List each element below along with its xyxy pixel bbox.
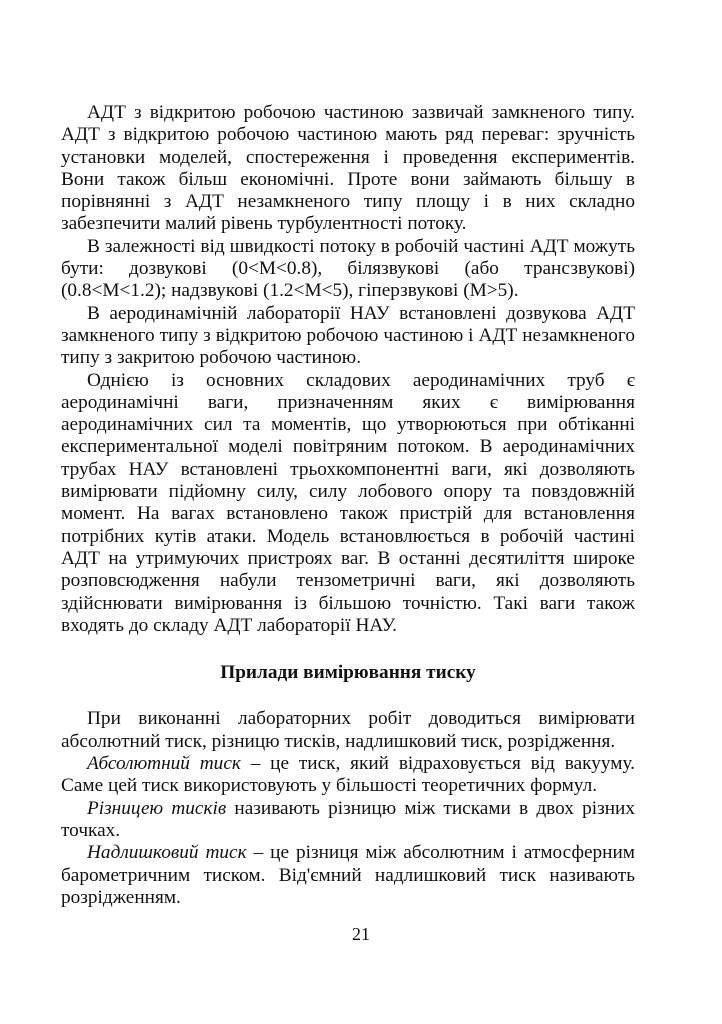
definition-term: Абсолютний тиск xyxy=(87,753,241,775)
definition-text: – це різниця між абсолютним і атмосферним барометричним тиском. Від'ємний надлишковий тиск називають розрідженням. xyxy=(61,842,635,908)
definition-text: – це тиск, який відраховується від вакууму. Саме цей тиск використовують у більшості теоретичних формул. xyxy=(61,753,635,797)
definition-absolute-pressure xyxy=(61,753,635,798)
paragraph-nau-laboratory: В аеродинамічній лабораторії НАУ встановлені дозвукова АДТ замкненого типу з відкритою робочою частиною і АДТ незамкненого типу з закритою робочою частиною. xyxy=(61,302,635,369)
definition-pressure-difference xyxy=(61,798,635,843)
paragraph-flow-speeds: В залежності від швидкості потоку в робочій частині АДТ можуть бути: дозвукові (0<M<0.8), білязвукові (або трансзвукові) (0.8<M<1.2); надзвукові (1.2<M<5), гіперзвукові (M>5). xyxy=(61,235,635,302)
page-number: 21 xyxy=(352,924,370,944)
paragraph-aerodynamic-balance: Однією із основних складових аеродинамічних труб є аеродинамічні ваги, призначенням яких є вимірювання аеродинамічних сил та моментів, що утворюються при обтіканні експериментальної моделі повітряним потоком. В аеродинамічних трубах НАУ встановлені трьохкомпонентні ваги, які дозволяють вимірювати підйомну силу, силу лобового опору та повздовжній момент. На вагах встановлено також пристрій для встановлення потрібних кутів атаки. Модель встановлюється в робочій частині АДТ на утримуючих пристроях ваг. В останні десятиліття широке розповсюдження набули тензометричні ваги, які дозволяють здійснювати вимірювання із більшою точністю. Такі ваги також входять до складу АДТ лабораторії НАУ. xyxy=(61,369,635,636)
section-heading: Прилади вимірювання тиску xyxy=(220,662,476,684)
page-content xyxy=(61,102,635,909)
definition-term: Різницею тисків xyxy=(87,797,227,819)
definition-text: називають різницю між тисками в двох різних точках. xyxy=(61,797,635,841)
paragraph-pressure-intro: При виконанні лабораторних робіт доводиться вимірювати абсолютний тиск, різницю тисків, надлишковий тиск, розрідження. xyxy=(61,708,635,752)
paragraph-open-test-section: АДТ з відкритою робочою частиною зазвичай замкненого типу. АДТ з відкритою робочою частиною мають ряд переваг: зручність установки моделей, спостереження і проведення експериментів. Вони також більш економічні. Проте вони займають більшу в порівнянні з АДТ незамкненого типу площу і в них складно забезпечити малий рівень турбулентності потоку. xyxy=(61,102,635,235)
definition-term: Надлишковий тиск xyxy=(87,842,247,864)
definition-gauge-pressure xyxy=(61,842,635,909)
